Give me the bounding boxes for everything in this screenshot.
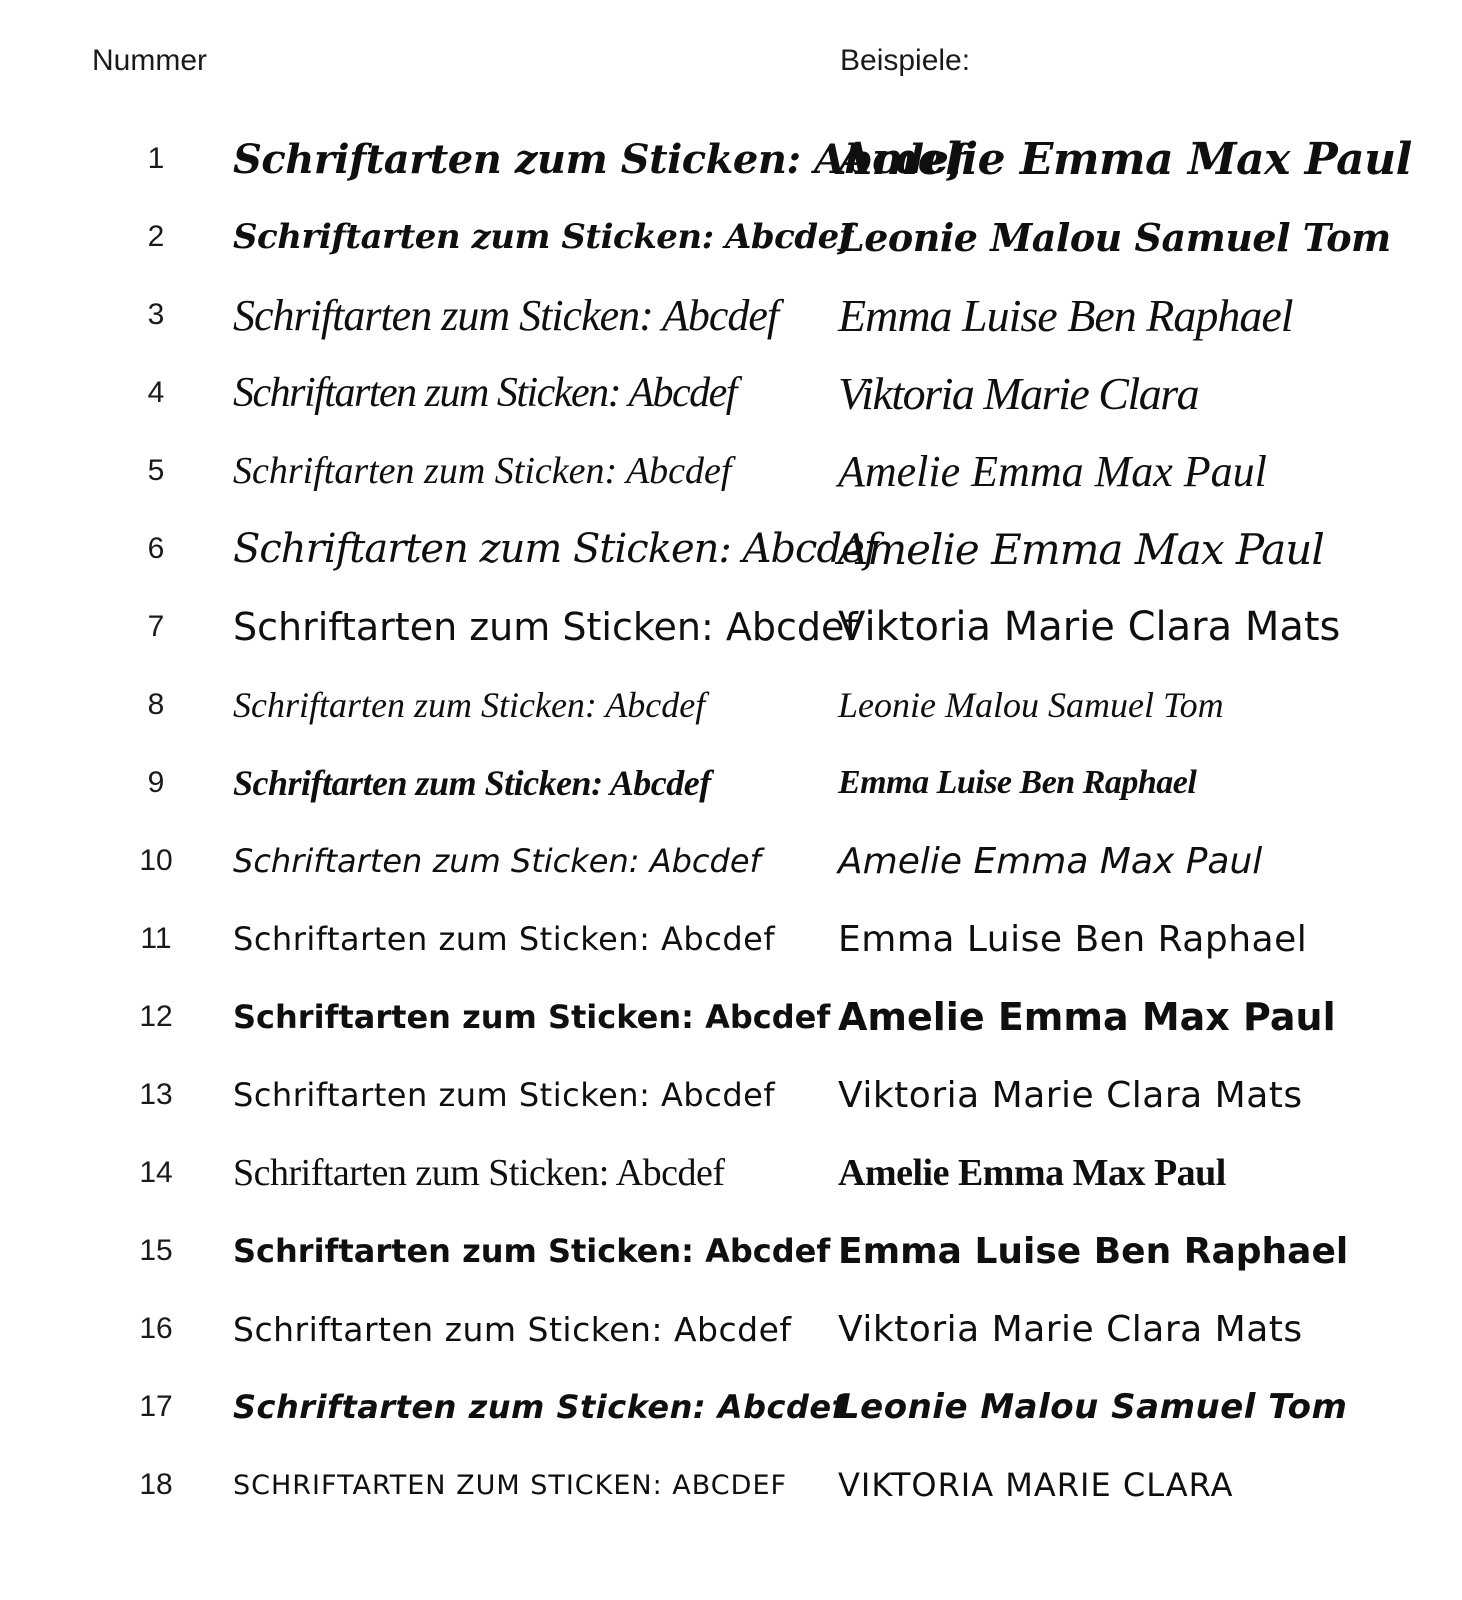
font-sample-text: Schriftarten zum Sticken: Abcdef — [233, 763, 711, 803]
font-number: 1 — [147, 142, 165, 175]
font-sample-text: Schriftarten zum Sticken: Abcdef — [233, 1152, 725, 1194]
font-number: 9 — [147, 766, 165, 799]
font-row-15 — [0, 1212, 1462, 1290]
font-row-3 — [0, 276, 1462, 354]
font-row-2 — [0, 198, 1462, 276]
font-sample-text: Schriftarten zum Sticken: Abcdef — [233, 217, 853, 257]
font-number: 14 — [139, 1156, 173, 1189]
font-number: 16 — [139, 1312, 173, 1345]
font-example-names: Leonie Malou Samuel Tom — [838, 685, 1224, 725]
font-sample-text: Schriftarten zum Sticken: Abcdef — [233, 1309, 792, 1349]
font-example-names: Amelie Emma Max Paul — [838, 1152, 1226, 1194]
font-example-names: Emma Luise Ben Raphael — [838, 764, 1197, 801]
font-row-14 — [0, 1134, 1462, 1212]
font-sample-text: Schriftarten zum Sticken: Abcdef — [233, 370, 736, 416]
font-sample-text: Schriftarten zum Sticken: Abcdef — [233, 1076, 776, 1114]
font-example-names: Amelie Emma Max Paul — [838, 840, 1263, 882]
font-example-names: Emma Luise Ben Raphael — [838, 1230, 1349, 1272]
font-row-10 — [0, 822, 1462, 900]
font-number: 2 — [147, 220, 165, 253]
font-row-6 — [0, 510, 1462, 588]
font-number: 13 — [139, 1078, 173, 1111]
font-row-7 — [0, 588, 1462, 666]
font-example-names: Amelie Emma Max Paul — [838, 446, 1267, 496]
font-example-names: Amelie Emma Max Paul — [838, 524, 1324, 574]
font-row-1 — [0, 120, 1462, 198]
font-example-names: Leonie Malou Samuel Tom — [838, 214, 1391, 260]
font-sample-text: Schriftarten zum Sticken: Abcdef — [233, 450, 732, 492]
font-sample-text: Schriftarten zum Sticken: Abcdef — [233, 1232, 831, 1270]
font-example-names: Leonie Malou Samuel Tom — [838, 1387, 1348, 1427]
font-example-names: Viktoria Marie Clara Mats — [838, 1308, 1303, 1350]
font-example-names: Amelie Emma Max Paul — [838, 133, 1412, 185]
font-example-names: Amelie Emma Max Paul — [838, 995, 1336, 1039]
font-example-names: Viktoria Marie Clara Mats — [838, 604, 1341, 650]
font-number: 8 — [147, 688, 165, 721]
font-sample-text: Schriftarten zum Sticken: Abcdef — [233, 135, 966, 183]
font-sample-text: Schriftarten zum Sticken: Abcdef — [233, 920, 776, 958]
font-number: 15 — [139, 1234, 173, 1267]
font-row-13 — [0, 1056, 1462, 1134]
font-row-18 — [0, 1446, 1462, 1524]
font-sample-text: Schriftarten zum Sticken: Abcdef — [233, 605, 858, 649]
font-row-8 — [0, 666, 1462, 744]
font-number: 4 — [147, 376, 165, 409]
font-sample-text: Schriftarten zum Sticken: Abcdef — [233, 685, 706, 725]
font-row-9 — [0, 744, 1462, 822]
font-number: 12 — [139, 1000, 173, 1033]
number-column-header: Nummer — [92, 44, 208, 77]
font-row-5 — [0, 432, 1462, 510]
font-example-names: VIKTORIA MARIE CLARA — [838, 1466, 1234, 1504]
font-example-names: Emma Luise Ben Raphael — [838, 289, 1293, 341]
font-sample-text: Schriftarten zum Sticken: Abcdef — [233, 526, 878, 572]
font-sample-text: Schriftarten zum Sticken: Abcdef — [233, 1388, 846, 1426]
font-number: 6 — [147, 532, 165, 565]
font-sample-text: Schriftarten zum Sticken: Abcdef — [233, 842, 761, 880]
font-example-names: Viktoria Marie Clara Mats — [838, 1074, 1303, 1116]
font-row-12 — [0, 978, 1462, 1056]
font-row-17 — [0, 1368, 1462, 1446]
font-row-11 — [0, 900, 1462, 978]
font-example-names: Emma Luise Ben Raphael — [838, 918, 1308, 960]
font-number: 10 — [139, 844, 173, 877]
font-row-16 — [0, 1290, 1462, 1368]
font-row-4 — [0, 354, 1462, 432]
font-sample-text: SCHRIFTARTEN ZUM STICKEN: ABCDEF — [233, 1469, 788, 1501]
font-number: 11 — [140, 922, 172, 955]
font-number: 3 — [147, 298, 165, 331]
font-sample-text: Schriftarten zum Sticken: Abcdef — [233, 998, 831, 1036]
font-sample-text: Schriftarten zum Sticken: Abcdef — [233, 290, 779, 340]
font-number: 18 — [139, 1468, 173, 1501]
font-example-names: Viktoria Marie Clara — [838, 367, 1199, 419]
examples-column-header: Beispiele: — [840, 44, 971, 77]
font-number: 5 — [147, 454, 165, 487]
font-number: 7 — [147, 610, 165, 643]
font-number: 17 — [139, 1390, 173, 1423]
